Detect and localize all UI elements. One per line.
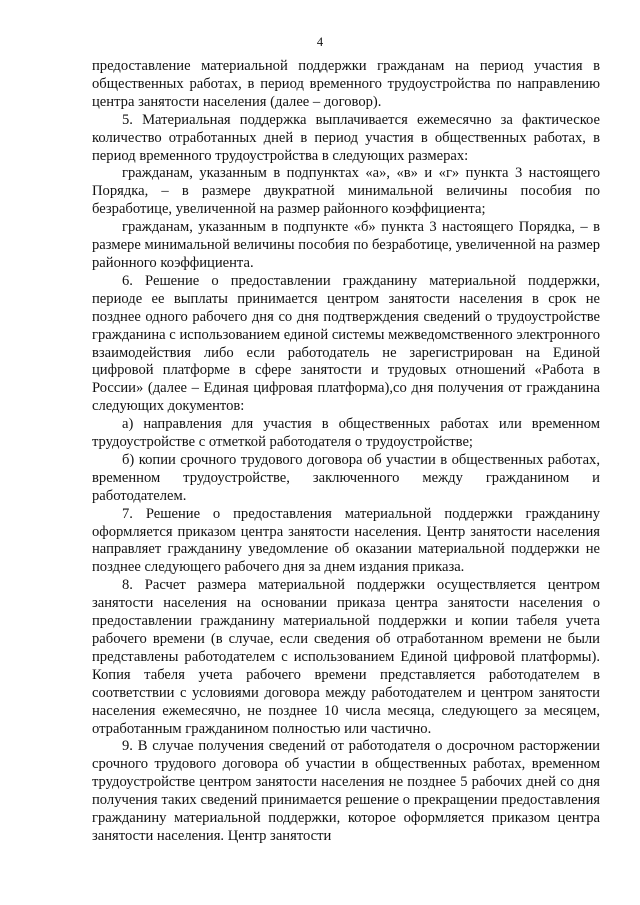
document-body <box>92 58 600 846</box>
paragraph-item-6-subitem-b: б) копии срочного трудового договора об участии в общественных работах, временном трудоустройстве, заключенного между гражданином и работодателем. <box>92 451 600 504</box>
page-number: 4 <box>316 35 324 49</box>
paragraph-item-6-subitem-a: а) направления для участия в общественных работах или временном трудоустройстве с отметкой работодателя о трудоустройстве; <box>92 416 600 451</box>
paragraph-item-5-subitem-1: гражданам, указанным в подпунктах «а», «в» и «г» пункта 3 настоящего Порядка, – в размере двукратной минимальной величины пособия по безработице, увеличенной на размер районного коэффициента; <box>92 165 600 218</box>
paragraph-continuation: предоставление материальной поддержки гражданам на период участия в общественных работах, в период временного трудоустройства по направлению центра занятости населения (далее – договор). <box>92 58 600 110</box>
paragraph-item-9: 9. В случае получения сведений от работодателя о досрочном расторжении срочного трудового договора об участии в общественных работах, временном трудоустройстве центром занятости населения не позднее 5 рабочих дней со дня получения таких сведений принимается решение о прекращении предоставления гражданину материальной поддержки, которое оформляется приказом центра занятости населения. Центр занятости <box>92 738 600 844</box>
paragraph-item-8: 8. Расчет размера материальной поддержки осуществляется центром занятости населения на основании приказа центра занятости населения о предоставлении гражданину материальной поддержки и копии табеля учета рабочего времени (в случае, если сведения об отработанном времени не были представлены работодателем с использованием Единой цифровой платформы). Копия табеля учета рабочего времени представляется работодателем в соответствии с условиями договора между работодателем и центром занятости населения ежемесячно, не позднее 10 числа месяца, следующего за месяцем, отработанным гражданином полностью или частично. <box>92 577 600 737</box>
paragraph-item-6: 6. Решение о предоставлении гражданину материальной поддержки, периоде ее выплаты принимается центром занятости населения в срок не позднее одного рабочего дня со дня подтверждения сведений о трудоустройстве гражданина с использованием единой системы межведомственного электронного взаимодействия либо если работодатель не зарегистрирован на Единой цифровой платформе в сфере занятости и трудовых отношений «Работа в России» (далее – Единая цифровая платформа),со дня получения от гражданина следующих документов: <box>92 272 600 415</box>
paragraph-item-5-subitem-2: гражданам, указанным в подпункте «б» пункта 3 настоящего Порядка, – в размере минимальной величины пособия по безработице, увеличенной на размер районного коэффициента. <box>92 219 600 271</box>
paragraph-item-5: 5. Материальная поддержка выплачивается ежемесячно за фактическое количество отработанных дней в период участия в общественных работах, в период временного трудоустройства в следующих размерах: <box>92 111 600 164</box>
paragraph-item-7: 7. Решение о предоставления материальной поддержки гражданину оформляется приказом центра занятости населения. Центр занятости населения направляет гражданину уведомление об оказании материальной поддержки не позднее следующего рабочего дня за днем издания приказа. <box>92 505 600 576</box>
